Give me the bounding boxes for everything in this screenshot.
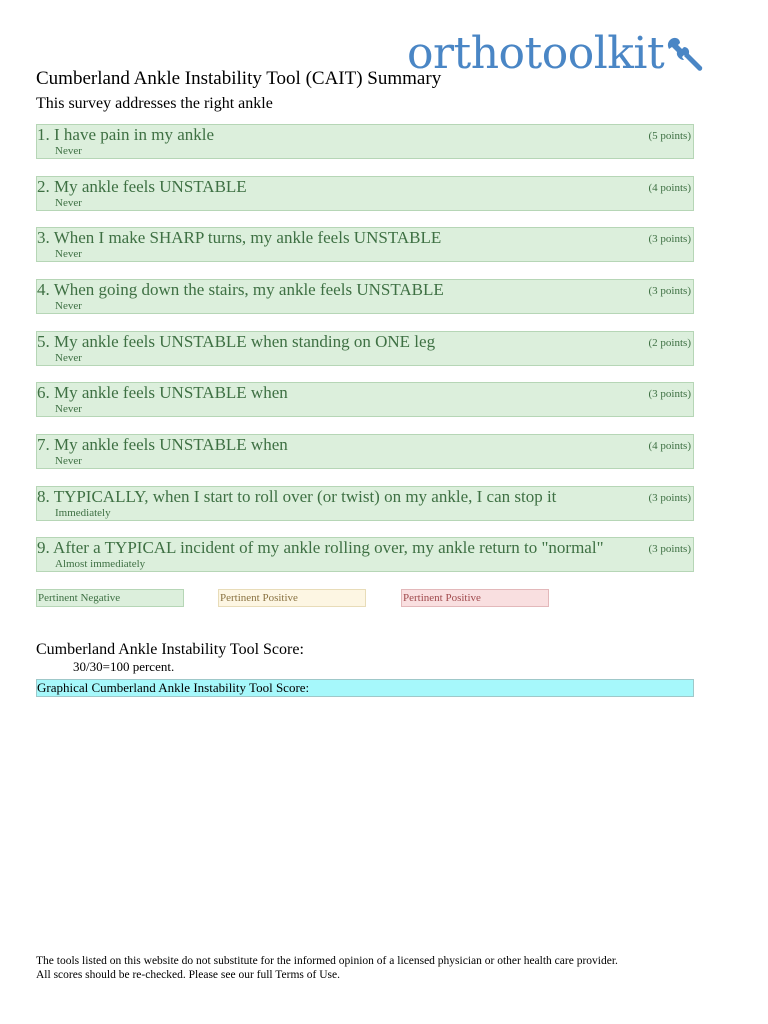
question-text: 1. I have pain in my ankle (37, 125, 215, 144)
question-row (36, 486, 694, 521)
question-answer: Never (55, 248, 82, 260)
question-text: 4. When going down the stairs, my ankle feels UNSTABLE (37, 280, 444, 299)
question-row (36, 279, 694, 314)
question-answer: Almost immediately (55, 558, 146, 570)
graphical-score-bar: Graphical Cumberland Ankle Instability Tool Score: (36, 679, 694, 697)
disclaimer-line: The tools listed on this website do not substitute for the informed opinion of a licensed physician or other health care provider. (36, 955, 618, 967)
question-answer: Never (55, 300, 82, 312)
question-answer: Never (55, 455, 82, 467)
terms-line[interactable]: All scores should be re-checked. Please see our full Terms of Use. (36, 969, 340, 981)
logo-text: orthotoolkit (407, 28, 665, 79)
page-title: Cumberland Ankle Instability Tool (CAIT) Summary (36, 68, 442, 89)
question-row (36, 124, 694, 159)
question-answer: Immediately (55, 507, 111, 519)
question-answer: Never (55, 197, 82, 209)
question-points: (3 points) (648, 388, 691, 400)
question-points: (4 points) (648, 440, 691, 452)
disclaimer-footer (36, 954, 736, 982)
question-points: (3 points) (648, 543, 691, 555)
question-answer: Never (55, 403, 82, 415)
score-value: 30/30=100 percent. (73, 659, 175, 674)
question-points: (3 points) (648, 285, 691, 297)
question-text: 2. My ankle feels UNSTABLE (37, 177, 247, 196)
question-points: (3 points) (648, 233, 691, 245)
survey-side-note: This survey addresses the right ankle (36, 95, 273, 112)
question-row (36, 331, 694, 366)
question-points: (4 points) (648, 182, 691, 194)
question-points: (2 points) (648, 337, 691, 349)
score-title: Cumberland Ankle Instability Tool Score: (36, 641, 304, 658)
question-text: 7. My ankle feels UNSTABLE when (37, 435, 288, 454)
legend-pertinent-positive-strong: Pertinent Positive (401, 589, 549, 607)
question-answer: Never (55, 145, 82, 157)
question-row (36, 227, 694, 262)
question-points: (3 points) (648, 492, 691, 504)
question-row (36, 382, 694, 417)
question-row (36, 537, 694, 572)
question-text: 6. My ankle feels UNSTABLE when (37, 383, 288, 402)
orthotoolkit-logo[interactable] (407, 28, 706, 84)
wrench-icon (666, 34, 706, 78)
question-answer: Never (55, 352, 82, 364)
legend-pertinent-negative: Pertinent Negative (36, 589, 184, 607)
question-text: 3. When I make SHARP turns, my ankle feels UNSTABLE (37, 228, 442, 247)
question-text: 5. My ankle feels UNSTABLE when standing on ONE leg (37, 332, 436, 351)
question-text: 8. TYPICALLY, when I start to roll over (or twist) on my ankle, I can stop it (37, 487, 557, 506)
legend-pertinent-positive-mild: Pertinent Positive (218, 589, 366, 607)
question-row (36, 434, 694, 469)
question-row (36, 176, 694, 211)
question-points: (5 points) (648, 130, 691, 142)
question-text: 9. After a TYPICAL incident of my ankle rolling over, my ankle return to "normal" (37, 538, 604, 557)
